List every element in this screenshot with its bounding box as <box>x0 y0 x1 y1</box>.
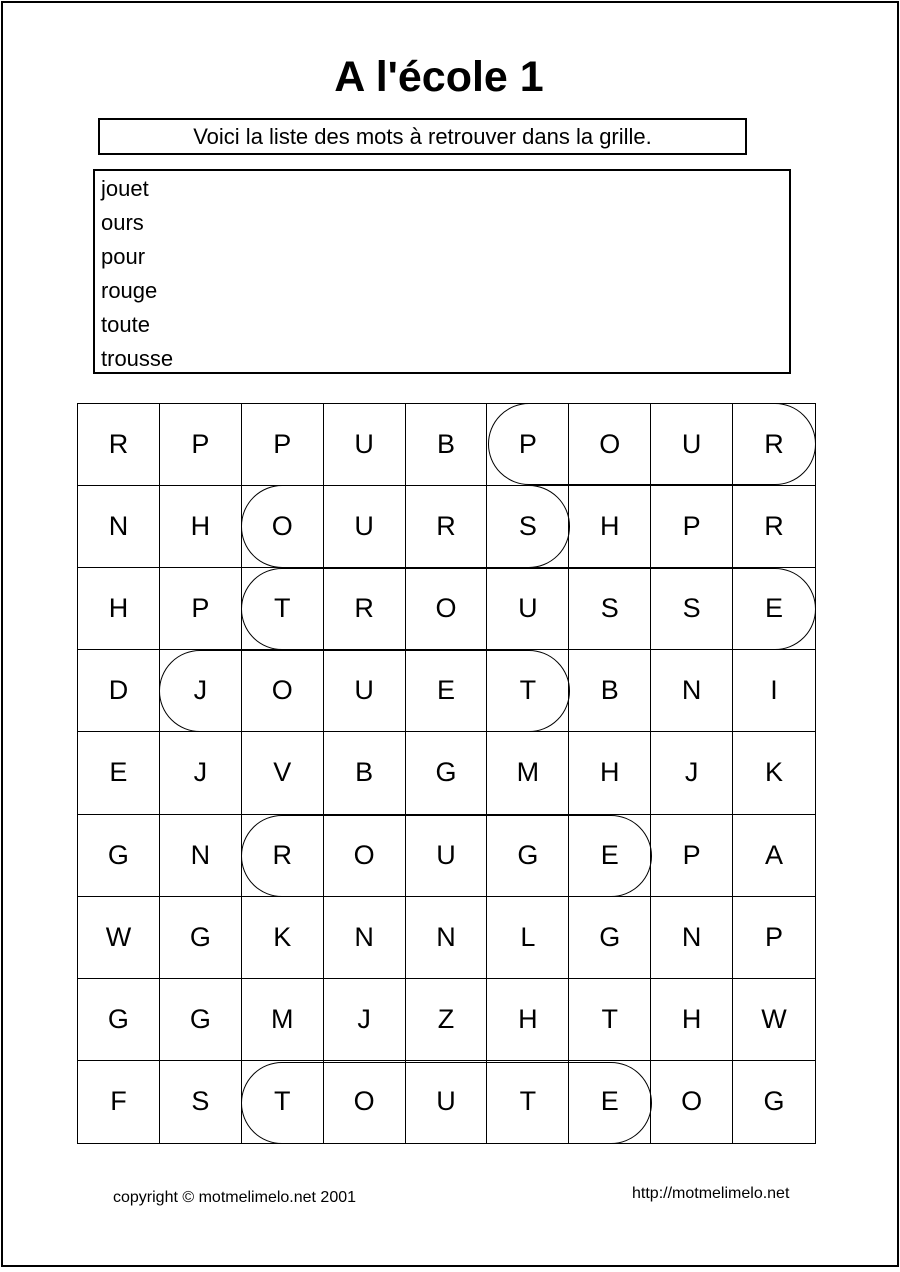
grid-cell: U <box>324 486 406 568</box>
grid-cell: N <box>651 897 733 979</box>
grid-cell: P <box>160 404 242 486</box>
grid-cell: S <box>487 486 569 568</box>
grid-cell: K <box>733 732 815 814</box>
grid-cell: O <box>324 1061 406 1143</box>
grid-cell: H <box>651 979 733 1061</box>
word-list-box <box>93 169 791 374</box>
grid-cell: R <box>406 486 488 568</box>
grid-cell: H <box>160 486 242 568</box>
word-search-grid <box>77 403 816 1144</box>
grid-cell: P <box>242 404 324 486</box>
grid-cell: S <box>160 1061 242 1143</box>
grid-cell: T <box>487 1061 569 1143</box>
grid-cell: N <box>78 486 160 568</box>
grid-cell: P <box>651 486 733 568</box>
grid-cell: N <box>324 897 406 979</box>
grid-cell: E <box>406 650 488 732</box>
grid-cell: U <box>324 650 406 732</box>
grid-cell: U <box>324 404 406 486</box>
grid-cell: P <box>487 404 569 486</box>
grid-cell: O <box>406 568 488 650</box>
grid-cell: J <box>324 979 406 1061</box>
grid-cell: W <box>78 897 160 979</box>
grid-cell: P <box>160 568 242 650</box>
word-list-item: toute <box>101 312 150 337</box>
grid-cell: Z <box>406 979 488 1061</box>
grid-cell: U <box>406 1061 488 1143</box>
grid-cell: U <box>406 815 488 897</box>
grid-cell: E <box>569 1061 651 1143</box>
grid-cell: J <box>160 732 242 814</box>
grid-cell: G <box>569 897 651 979</box>
page-title: A l'école 1 <box>334 53 544 101</box>
grid-cell: R <box>242 815 324 897</box>
grid-cell: A <box>733 815 815 897</box>
grid-cell: T <box>242 1061 324 1143</box>
grid-cell: I <box>733 650 815 732</box>
grid-cell: R <box>324 568 406 650</box>
grid-cell: U <box>487 568 569 650</box>
grid-cell: J <box>160 650 242 732</box>
grid-cell: P <box>733 897 815 979</box>
grid-cell: O <box>569 404 651 486</box>
word-list-item: ours <box>101 210 144 235</box>
grid-cell: B <box>569 650 651 732</box>
grid-cell: M <box>487 732 569 814</box>
grid-cell: T <box>242 568 324 650</box>
grid-cell: N <box>160 815 242 897</box>
word-list-item: jouet <box>101 176 149 201</box>
grid-cell: B <box>406 404 488 486</box>
grid-cell: O <box>242 486 324 568</box>
grid-cell: U <box>651 404 733 486</box>
grid-cell: H <box>78 568 160 650</box>
grid-cell: H <box>569 732 651 814</box>
grid-cell: M <box>242 979 324 1061</box>
grid-cell: S <box>651 568 733 650</box>
grid-cell: D <box>78 650 160 732</box>
grid-cell: O <box>242 650 324 732</box>
grid-cell: R <box>733 404 815 486</box>
grid-cell: G <box>160 897 242 979</box>
grid-cell: J <box>651 732 733 814</box>
grid-cell: O <box>324 815 406 897</box>
grid-cell: B <box>324 732 406 814</box>
instruction-box <box>98 118 747 155</box>
word-list-item: rouge <box>101 278 158 303</box>
grid-cell: H <box>569 486 651 568</box>
grid-cell: G <box>763 1086 785 1117</box>
grid-cell: K <box>242 897 324 979</box>
grid-cell: E <box>733 568 815 650</box>
grid-cell: G <box>487 815 569 897</box>
grid-cell: E <box>78 732 160 814</box>
grid-cell: O <box>651 1061 733 1143</box>
grid-cell: H <box>487 979 569 1061</box>
grid-cell: G <box>406 732 488 814</box>
instruction-text: Voici la liste des mots à retrouver dans la grille. <box>193 123 652 149</box>
grid-cell: S <box>569 568 651 650</box>
grid-cell: G <box>160 979 242 1061</box>
grid-cell: R <box>733 486 815 568</box>
grid-cell: N <box>406 897 488 979</box>
grid-cell: E <box>569 815 651 897</box>
grid-cell: F <box>78 1061 160 1143</box>
footer-url: http://motmelimelo.net <box>632 1185 790 1202</box>
grid-cell: T <box>487 650 569 732</box>
grid-cell: P <box>651 815 733 897</box>
grid-cell: G <box>78 979 160 1061</box>
grid-cell: N <box>651 650 733 732</box>
grid-cell: R <box>78 404 160 486</box>
grid-cell: W <box>733 979 815 1061</box>
grid-cell: G <box>78 815 160 897</box>
grid-cell: L <box>487 897 569 979</box>
word-list-item: trousse <box>101 346 174 371</box>
word-list-item: pour <box>101 244 146 269</box>
letter-grid <box>77 403 816 1144</box>
grid-cell: T <box>569 979 651 1061</box>
grid-cell: V <box>242 732 324 814</box>
footer-copyright: copyright © motmelimelo.net 2001 <box>113 1189 357 1206</box>
